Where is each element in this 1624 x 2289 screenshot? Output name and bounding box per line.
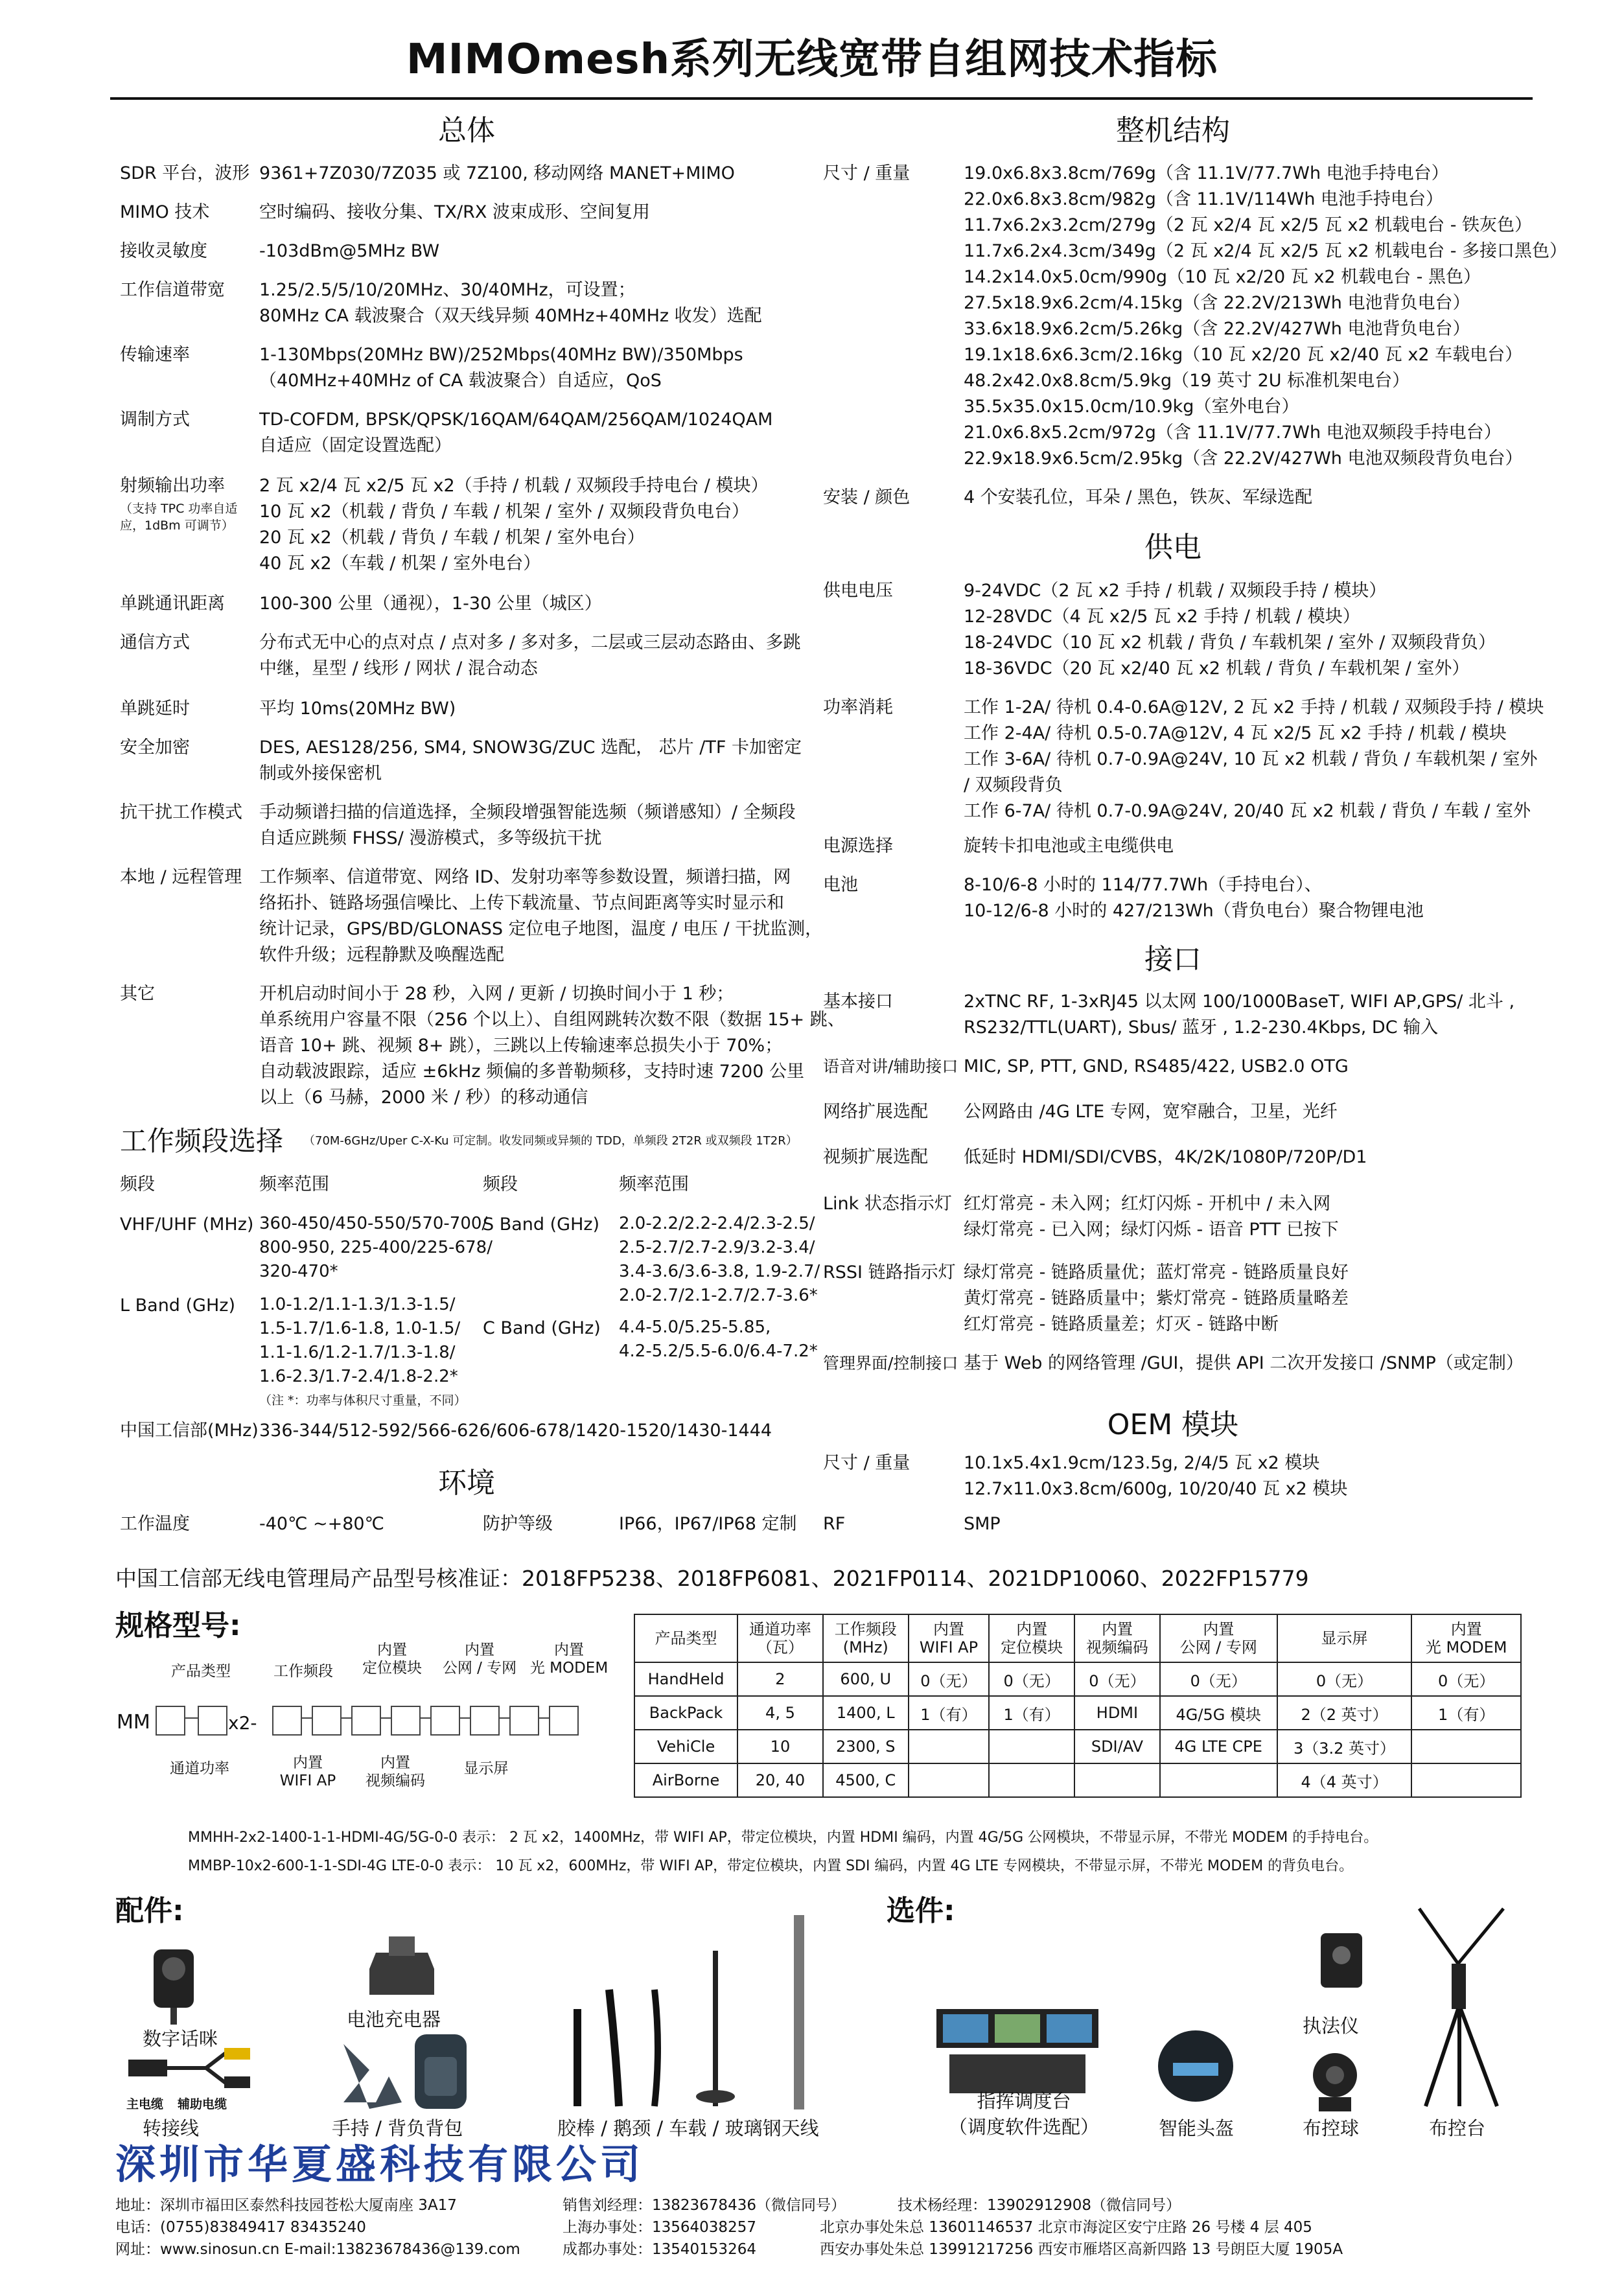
table-cell: 1（有） [909,1696,990,1730]
interface-label: 网络扩展选配 [823,1102,928,1122]
list-item: MIC, SP, PTT, GND, RS485/422, USB2.0 OTG [964,1056,1349,1076]
list-item: 工作 3-6A/ 待机 0.7-0.9A@24V, 10 瓦 x2 机载 / 背负 / 车载机架 / 室外 [964,749,1538,769]
model-example: MMHH-2x2-1400-1-1-HDMI-4G/5G-0-0 表示： 2 瓦 x2，1400MHz，带 WIFI AP，带定位模块，内置 HDMI 编码，内置 4G/5G 公网模块，不带显示屏，不带光 MODEM 的手持电台。 [188,1830,1378,1846]
backpack-icon [331,2031,473,2112]
table-cell [1411,1763,1521,1797]
band-heading: 工作频段选择 [120,1125,284,1157]
spec-label: 抗干扰工作模式 [120,802,242,822]
list-item: 21.0x6.8x5.2cm/972g（含 11.1V/77.7Wh 电池双频段手持电台） [964,423,1502,443]
model-top-label: 产品类型 [171,1663,231,1680]
console-icon [923,2003,1111,2100]
table-header: 显示屏 [1277,1614,1412,1662]
table-header: 内置 公网 / 专网 [1160,1614,1277,1662]
table-header-row [634,1614,1521,1662]
table-cell: 1（有） [989,1696,1074,1730]
antenna-icon [557,1905,842,2113]
power-consume-list [964,695,1544,824]
spec-sublabel: （支持 TPC 功率自适应，1dBm 可调节） [120,502,238,533]
table-cell: 0（无） [1277,1662,1412,1696]
table-cell [989,1763,1074,1797]
power-voltage-label: 供电电压 [823,581,893,601]
table-cell: AirBorne [634,1763,737,1797]
footer-col-3 [820,2194,1343,2260]
list-item: 工作 2-4A/ 待机 0.5-0.7A@12V, 4 瓦 x2/5 瓦 x2 手持 / 机载 / 模块 [964,723,1507,743]
list-item: 19.0x6.8x3.8cm/769g（含 11.1V/77.7Wh 电池手持电台） [964,163,1449,183]
table-cell: 0（无） [909,1662,990,1696]
band-label: L Band (GHz) [120,1296,235,1316]
list-item: 12.7x11.0x3.8cm/600g, 10/20/40 瓦 x2 模块 [964,1479,1348,1499]
list-item: 10.1x5.4x1.9cm/123.5g, 2/4/5 瓦 x2 模块 [964,1453,1320,1473]
model-bottom-label: 显示屏 [463,1760,509,1777]
band-header: 频率范围 [259,1174,329,1194]
ptz-camera-icon [1309,2049,1361,2114]
model-dash [539,1717,549,1719]
list-item: 绿灯常亮 - 已入网；绿灯闪烁 - 语音 PTT 已按下 [964,1220,1339,1240]
model-box [198,1706,227,1736]
model-bottom-label: 通道功率 [170,1760,229,1777]
footer-chengdu: 成都办事处：13540153264 [563,2241,756,2258]
footer-shanghai: 上海办事处：13564038257 [563,2219,756,2236]
model-box [272,1706,302,1736]
option-label-helmet: 智能头盔 [1159,2117,1235,2139]
power-battery-label: 电池 [823,875,858,895]
list-item: 18-24VDC（10 瓦 x2 机载 / 背负 / 车载机架 / 室外 / 双频段背负） [964,633,1496,653]
table-cell [1160,1763,1277,1797]
spec-label: SDR 平台，波形 [120,163,250,183]
table-cell: HDMI [1074,1696,1160,1730]
list-item: 10-12/6-8 小时的 427/213Wh（背负电台）聚合物锂电池 [964,901,1424,921]
interface-value [964,989,1514,1041]
model-spec-table [634,1614,1522,1798]
band-header: 频段 [120,1174,155,1194]
list-item: 基于 Web 的网络管理 /GUI，提供 API 二次开发接口 /SNMP（或定制） [964,1353,1524,1373]
list-item: 红灯常亮 - 链路质量差；灯灭 - 链路中断 [964,1314,1279,1334]
table-cell: 0（无） [989,1662,1074,1696]
structure-mount-value: 4 个安装孔位，耳朵 / 黑色，铁灰、军绿选配 [964,487,1313,507]
table-header: 通道功率 （瓦） [737,1614,823,1662]
table-cell: 1400, L [823,1696,909,1730]
spec-value: 1-130Mbps(20MHz BW)/252Mbps(40MHz BW)/350Mbps （40MHz+40MHz of CA 载波聚合）自适应，QoS [259,345,743,391]
table-cell [1411,1730,1521,1763]
interface-label: RSSI 链路指示灯 [823,1262,956,1283]
env-ip-value: IP66，IP67/IP68 定制 [619,1514,797,1534]
table-header: 工作频段 (MHz) [823,1614,909,1662]
list-item: 48.2x42.0x8.8cm/5.9kg（19 英寸 2U 标准机架电台） [964,371,1410,391]
interface-value [964,1191,1339,1243]
spec-value: 工作频率、信道带宽、网络 ID、发射功率等参数设置，频谱扫描，网 络拓扑、链路场强信噪比、上传下载流量、节点间距离等实时显示和 统计记录，GPS/BD/GLONASS 定位电子地图，温度 / 电压 / 干扰监测， 软件升级；远程静默及唤醒选配 [259,867,823,965]
footer-col-2 [563,2194,846,2260]
interface-value [964,1351,1524,1377]
band-label: S Band (GHz) [483,1214,600,1235]
table-cell: 10 [737,1730,823,1763]
model-dash [301,1717,312,1719]
model-top-label: 内置 公网 / 专网 [442,1642,517,1677]
footer-sales: 销售刘经理：13823678436（微信同号） [563,2197,846,2214]
options-heading: 选件: [887,1894,955,1927]
spec-value: 空时编码、接收分集、TX/RX 波束成形、空间复用 [259,202,650,222]
band-value: 1.0-1.2/1.1-1.3/1.3-1.5/ 1.5-1.7/1.6-1.8, 1.0-1.5/ 1.1-1.6/1.2-1.7/1.3-1.8/ 1.6-2.3/1.7-2.4/1.8-2.2* [259,1295,461,1386]
spec-label: 其它 [120,984,155,1004]
model-box [430,1706,460,1736]
spec-label: 单跳延时 [120,699,190,719]
interface-value [964,1260,1349,1338]
miit-band-label: 中国工信部(MHz) [120,1421,259,1441]
table-cell: 4G/5G 模块 [1160,1696,1277,1730]
miit-cert: 中国工信部无线电管理局产品型号核准证：2018FP5238、2018FP6081、2021FP0114、2021DP10060、2022FP15779 [115,1566,1309,1591]
spec-value: 2 瓦 x2/4 瓦 x2/5 瓦 x2（手持 / 机载 / 双频段手持电台 / 模块） 10 瓦 x2（机载 / 背负 / 车载 / 机架 / 室外 / 双频段背负电台） 20 瓦 x2（机载 / 背负 / 车载 / 机架 / 室外电台） 40 瓦 x2（车载 / 机架 / 室外电台） [259,476,769,574]
spec-label: 传输速率 [120,345,190,365]
list-item: / 双频段背负 [964,775,1063,795]
spec-value: -103dBm@5MHz BW [259,241,440,261]
spec-value: 分布式无中心的点对点 / 点对多 / 多对多，二层或三层动态路由、多跳 中继，星型 / 线形 / 网状 / 混合动态 [259,633,801,679]
table-cell: VehiCle [634,1730,737,1763]
interface-label: Link 状态指示灯 [823,1194,952,1214]
section-structure: 整机结构 [1116,114,1230,147]
spec-label: 本地 / 远程管理 [120,867,242,887]
interface-label: 管理界面/控制接口 [823,1354,958,1373]
model-example: MMBP-10x2-600-1-1-SDI-4G LTE-0-0 表示： 10 瓦 x2，600MHz，带 WIFI AP，带定位模块，内置 SDI 编码，内置 4G LTE 专网模块，不带显示屏，不带光 MODEM 的背负电台。 [188,1858,1354,1874]
list-item: 红灯常亮 - 未入网；红灯闪烁 - 开机中 / 未入网 [964,1194,1331,1214]
structure-mount-label: 安装 / 颜色 [823,487,911,507]
table-header: 内置 定位模块 [989,1614,1074,1662]
table-cell: 4G LTE CPE [1160,1730,1277,1763]
footer-xian: 西安办事处朱总 13991217256 西安市雁塔区高新四路 13 号朗臣大厦 1905A [820,2241,1343,2258]
table-header: 内置 WIFI AP [909,1614,990,1662]
list-item: 工作 1-2A/ 待机 0.4-0.6A@12V, 2 瓦 x2 手持 / 机载 / 双频段手持 / 模块 [964,697,1544,717]
table-row [634,1662,1521,1696]
band-label: C Band (GHz) [483,1318,601,1338]
list-item: 14.2x14.0x5.0cm/990g（10 瓦 x2/20 瓦 x2 机载电台 - 黑色） [964,267,1481,287]
model-prefix: MM [117,1711,150,1734]
spec-value: 开机启动时间小于 28 秒，入网 / 更新 / 切换时间小于 1 秒； 单系统用户容量不限（256 个以上）、自组网跳转次数不限（数据 15+ 跳、 语音 10+ 跳、视频 8+ 跳），三跳以上传输速率总损失小于 70%； 自动载波跟踪，适应 ±6kHz 频偏的多普勒频移，支持时速 7200 公里 以上（6 马赫，2000 米 / 秒）的移动通信 [259,984,845,1108]
table-cell: 2300, S [823,1730,909,1763]
table-cell: 0（无） [1411,1662,1521,1696]
table-cell: 3（3.2 英寸） [1277,1730,1412,1763]
list-item: 22.0x6.8x3.8cm/982g（含 11.1V/114Wh 电池手持电台） [964,189,1444,209]
structure-size-list [964,161,1567,472]
table-cell: 4, 5 [737,1696,823,1730]
table-row [634,1763,1521,1797]
band-value: 4.4-5.0/5.25-5.85, 4.2-5.2/5.5-6.0/6.4-7.2* [619,1318,818,1361]
power-source-value: 旋转卡扣电池或主电缆供电 [964,836,1174,856]
power-voltage-list [964,578,1496,682]
footer-beijing: 北京办事处朱总 13601146537 北京市海淀区安宁庄路 26 号楼 4 层 405 [820,2219,1312,2236]
spec-label: MIMO 技术 [120,202,210,222]
table-cell: 0（无） [1160,1662,1277,1696]
table-cell [909,1763,990,1797]
table-row [634,1730,1521,1763]
table-cell [1074,1763,1160,1797]
table-cell: 1（有） [1411,1696,1521,1730]
band-label: VHF/UHF (MHz) [120,1214,254,1235]
model-top-label: 内置 光 MODEM [529,1642,609,1677]
accessory-label-antenna: 胶棒 / 鹅颈 / 车载 / 玻璃钢天线 [557,2117,819,2139]
model-box [312,1706,342,1736]
table-cell: SDI/AV [1074,1730,1160,1763]
table-cell: 0（无） [1074,1662,1160,1696]
list-item: 18-36VDC（20 瓦 x2/40 瓦 x2 机载 / 背负 / 车载机架 / 室外） [964,658,1470,679]
spec-label: 单跳通讯距离 [120,594,225,614]
table-cell: 2 [737,1662,823,1696]
accessory-label-mic: 数字话咪 [143,2028,218,2050]
model-dash [459,1717,470,1719]
env-temp-value: -40℃ ~+80℃ [259,1514,384,1534]
list-item: 2xTNC RF, 1-3xRJ45 以太网 100/1000BaseT, WIFI AP,GPS/ 北斗 , [964,992,1515,1012]
spec-value: TD-COFDM, BPSK/QPSK/16QAM/64QAM/256QAM/1024QAM 自适应（固定设置选配） [259,410,773,456]
spec-value: 1.25/2.5/5/10/20MHz、30/40MHz，可设置； 80MHz CA 载波聚合（双天线异频 40MHz+40MHz 收发）选配 [259,280,762,326]
power-source-label: 电源选择 [823,836,893,856]
band-value: 360-450/450-550/570-700/ 800-950, 225-400/225-678/ 320-470* [259,1214,493,1281]
power-consume-label: 功率消耗 [823,697,893,717]
model-dash [341,1717,351,1719]
band-note: （70M-6GHz/Uper C-X-Ku 可定制。收发同频或异频的 TDD，单频段 2T2R 或双频段 1T2R） [303,1134,798,1148]
section-oem: OEM 模块 [1107,1408,1239,1441]
helmet-icon [1154,2027,1238,2111]
list-item: 11.7x6.2x4.3cm/349g（2 瓦 x2/4 瓦 x2/5 瓦 x2 机载电台 - 多接口黑色） [964,241,1568,261]
interface-label: 视频扩展选配 [823,1147,928,1167]
footer-col-1 [115,2194,520,2260]
oem-size-label: 尺寸 / 重量 [823,1453,911,1473]
model-box [156,1706,185,1736]
option-label-ptz: 布控球 [1303,2117,1360,2139]
list-item: 工作 6-7A/ 待机 0.7-0.9A@24V, 20/40 瓦 x2 机载 / 背负 / 车载 / 室外 [964,801,1531,821]
table-cell: BackPack [634,1696,737,1730]
table-cell [989,1730,1074,1763]
title-divider [110,97,1533,100]
list-item: 19.1x18.6x6.3cm/2.16kg（10 瓦 x2/20 瓦 x2/40 瓦 x2 车载电台） [964,345,1523,365]
spec-label: 安全加密 [120,738,190,758]
table-header: 产品类型 [634,1614,737,1662]
table-cell: 4500, C [823,1763,909,1797]
model-box [549,1706,579,1736]
microphone-icon [139,1943,211,2027]
table-cell: 20, 40 [737,1763,823,1797]
spec-label: 调制方式 [120,410,190,430]
table-cell: 4（4 英寸） [1277,1763,1412,1797]
miit-band-value: 336-344/512-592/566-626/606-678/1420-1520/1430-1444 [259,1421,772,1441]
spec-value: 手动频谱扫描的信道选择，全频段增强智能选频（频谱感知）/ 全频段 自适应跳频 FHSS/ 漫游模式，多等级抗干扰 [259,802,796,848]
model-box [470,1706,500,1736]
list-item: 低延时 HDMI/SDI/CVBS，4K/2K/1080P/720P/D1 [964,1147,1367,1167]
interface-label: 基本接口 [823,992,893,1012]
model-top-label: 工作频段 [273,1663,333,1680]
band-value: 2.0-2.2/2.2-2.4/2.3-2.5/ 2.5-2.7/2.7-2.9/3.2-3.4/ 3.4-3.6/3.6-3.8, 1.9-2.7/ 2.0-2.7/2.1-2.7/2.7-3.6* [619,1214,820,1305]
table-row [634,1696,1521,1730]
section-env: 环境 [438,1467,495,1500]
list-item: 22.9x18.9x6.5cm/2.95kg（含 22.2V/427Wh 电池双频段背负电台） [964,448,1523,469]
option-label-recorder: 执法仪 [1303,2015,1360,2037]
cable-icon [128,2047,258,2092]
power-battery-list [964,872,1424,924]
model-top-label: 内置 定位模块 [362,1642,422,1677]
interface-value [964,1054,1349,1080]
section-general: 总体 [438,114,495,147]
interface-value [964,1099,1338,1125]
spec-value: DES, AES128/256, SM4, SNOW3G/ZUC 选配， 芯片 /TF 卡加密定 制或外接保密机 [259,738,802,784]
list-item: 35.5x35.0x15.0cm/10.9kg（室外电台） [964,397,1299,417]
list-item: 黄灯常亮 - 链路质量中；紫灯常亮 - 链路质量略差 [964,1288,1349,1308]
list-item: 绿灯常亮 - 链路质量优；蓝灯常亮 - 链路质量良好 [964,1262,1349,1283]
accessory-label-cable: 转接线 [143,2117,200,2139]
structure-size-label: 尺寸 / 重量 [823,163,911,183]
list-item: 27.5x18.9x6.2cm/4.15kg（含 22.2V/213Wh 电池背负电台） [964,293,1470,313]
option-label-tripod: 布控台 [1429,2117,1486,2139]
spec-value: 9361+7Z030/7Z035 或 7Z100, 移动网络 MANET+MIMO [259,163,735,183]
accessory-label-charger: 电池充电器 [347,2008,441,2030]
model-mid: x2- [228,1712,257,1734]
model-dash [185,1717,198,1719]
interface-label: 语音对讲/辅助接口 [823,1057,958,1076]
table-cell: 2（2 英寸） [1277,1696,1412,1730]
option-label-console: 指挥调度台 （调度软件选配） [948,2090,1099,2138]
body-camera-icon [1316,1928,1367,1993]
page-title: MIMOmesh系列无线宽带自组网技术指标 [406,36,1218,84]
spec-label: 通信方式 [120,633,190,653]
model-dash [420,1717,430,1719]
band-footnote: （注 *：功率与体积尺寸重量，不同） [259,1393,467,1408]
model-box [391,1706,421,1736]
model-bottom-label: 内置 WIFI AP [279,1754,336,1789]
table-cell: 600, U [823,1662,909,1696]
model-box [351,1706,381,1736]
oem-size-list [964,1450,1347,1502]
list-item: 8-10/6-8 小时的 114/77.7Wh（手持电台）、 [964,875,1322,895]
list-item: 33.6x18.9x6.2cm/5.26kg（含 22.2V/427Wh 电池背负电台） [964,319,1470,339]
cable-aux-label: 辅助电缆 [178,2097,227,2111]
spec-label: 工作信道带宽 [120,280,225,300]
list-item: 12-28VDC（4 瓦 x2/5 瓦 x2 手持 / 机载 / 模块） [964,607,1360,627]
table-cell: HandHeld [634,1662,737,1696]
spec-label: 射频输出功率 [120,476,225,496]
accessory-label-bag: 手持 / 背负背包 [332,2117,463,2139]
band-header: 频率范围 [619,1174,689,1194]
footer-tech: 技术杨经理：13902912908（微信同号） [898,2197,1181,2214]
table-header: 内置 光 MODEM [1411,1614,1521,1662]
oem-rf-label: RF [823,1514,846,1534]
footer-web: 网址：www.sinosun.cn E-mail:13823678436@139.com [115,2241,520,2258]
model-box [509,1706,539,1736]
model-dash [499,1717,509,1719]
spec-value: 平均 10ms(20MHz BW) [259,699,456,719]
oem-rf-value: SMP [964,1514,1001,1534]
footer-address: 地址：深圳市福田区泰然科技园苍松大厦南座 3A17 [115,2197,457,2214]
env-ip-label: 防护等级 [483,1514,553,1534]
spec-value: 100-300 公里（通视），1-30 公里（城区） [259,594,602,614]
accessories-heading: 配件: [115,1894,184,1927]
cable-main-label: 主电缆 [126,2097,164,2111]
list-item: 公网路由 /4G LTE 专网，宽窄融合，卫星，光纤 [964,1102,1338,1122]
band-header: 频段 [483,1174,518,1194]
charger-icon [363,1930,441,2001]
list-item: 9-24VDC（2 瓦 x2 手持 / 机载 / 双频段手持 / 模块） [964,581,1387,601]
model-bottom-label: 内置 视频编码 [365,1754,425,1789]
footer-phone: 电话：(0755)83849417 83435240 [115,2219,366,2236]
tripod-icon [1413,1905,1516,2113]
env-temp-label: 工作温度 [120,1514,190,1534]
model-dash [380,1717,391,1719]
model-heading: 规格型号: [115,1609,241,1642]
section-interface: 接口 [1144,943,1201,976]
interface-value [964,1144,1367,1170]
list-item: RS232/TTL(UART), Sbus/ 蓝牙 , 1.2-230.4Kbps, DC 输入 [964,1017,1439,1038]
table-cell [909,1730,990,1763]
table-header: 内置 视频编码 [1074,1614,1160,1662]
section-power: 供电 [1144,531,1201,564]
list-item: 11.7x6.2x3.2cm/279g（2 瓦 x2/4 瓦 x2/5 瓦 x2 机载电台 - 铁灰色） [964,215,1533,235]
company-name: 深圳市华夏盛科技有限公司 [115,2141,645,2188]
spec-label: 接收灵敏度 [120,241,207,261]
